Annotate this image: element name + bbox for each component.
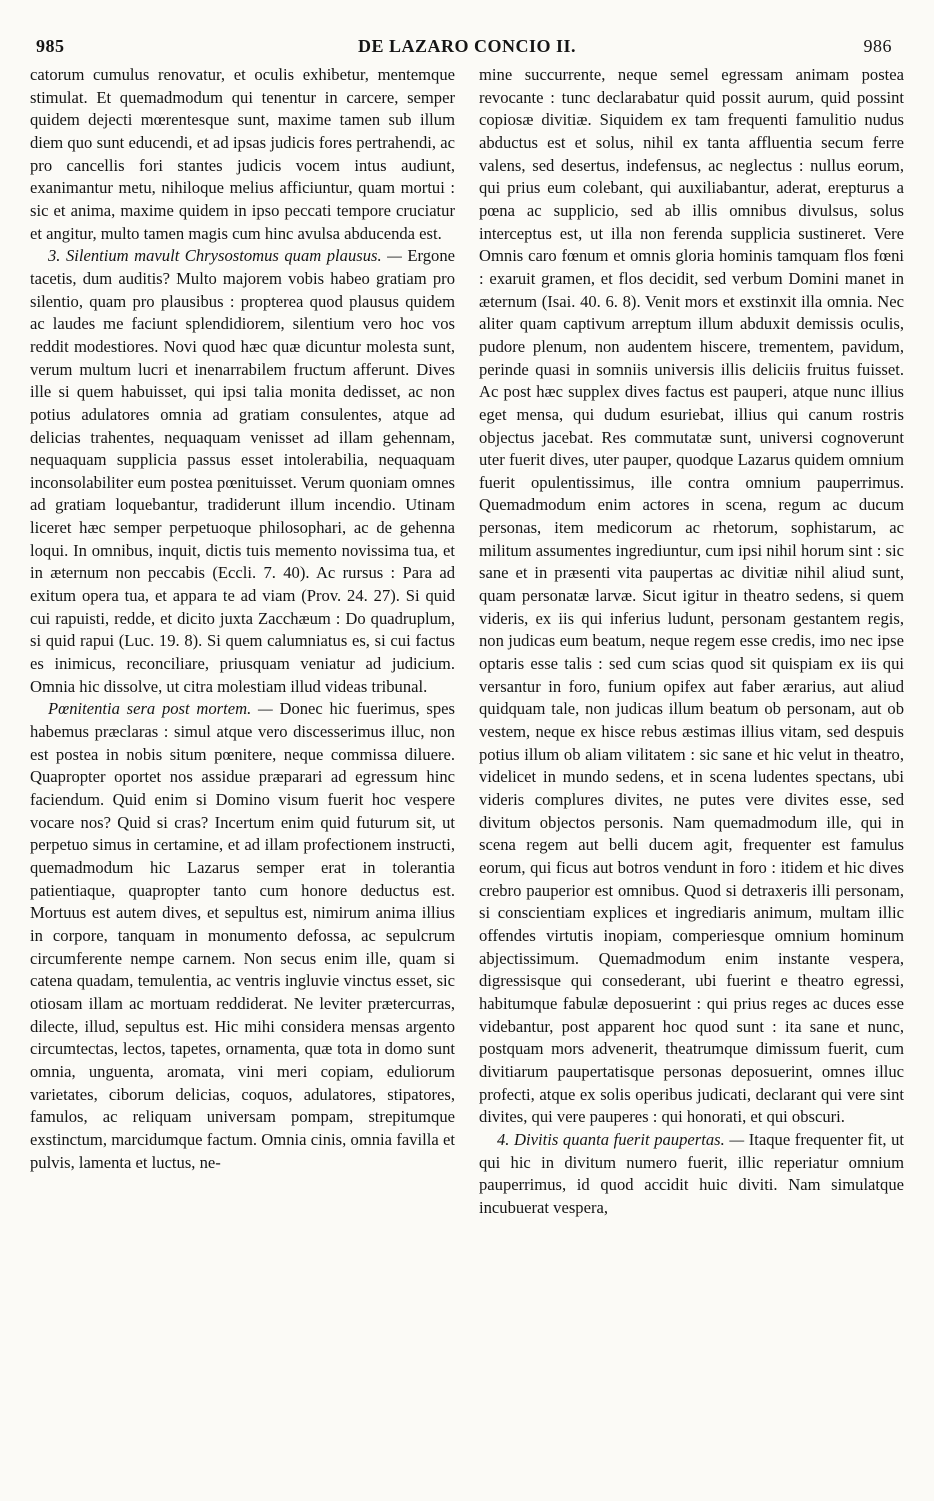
left-column	[30, 64, 455, 1219]
text-columns	[30, 64, 904, 1219]
page-number-left: 985	[36, 36, 65, 56]
paragraph	[30, 245, 455, 698]
paragraph-text: Itaque frequenter fit, ut qui hic in divitum numero fuerit, illic reperiatur omnium pauperrimus, id quod accidit huic diviti. Nam simulatque incubuerat vespera,	[479, 1129, 904, 1217]
running-title: DE LAZARO CONCIO II.	[357, 36, 577, 56]
right-column	[479, 64, 904, 1219]
page-number-right: 986	[863, 36, 892, 56]
paragraph	[30, 698, 455, 1174]
paragraph: mine succurrente, neque semel egressam animam postea revocante : tunc declarabatur quid possit aurum, quid possint copiosæ divitiæ. Siquidem ex tam frequenti famulitio nudus abductus est et solus, nihil ex tanta affluentia secum ferre valens, sed desertus, indefensus, ac neglectus : nullus eorum, qui prius eum colebant, qui auxiliabantur, aderat, erepturus a pœna ac supplicio, sed ab illis omnibus divulsus, solus interceptus est, ut illa non ferenda supplicia sustineret. Vere Omnis caro fœnum et omnis gloria hominis tamquam flos fœni : exaruit gramen, et flos decidit, sed verbum Domini manet in æternum (Isai. 40. 6. 8). Venit mors et exstinxit illa omnia. Nec aliter quam captivum arreptum illum abduxit demissis oculis, pudore plenum, non audentem hiscere, trementem, pavidum, perinde quasi in somniis universis illis deliciis fruitus fuisset. Ac post hæc supplex dives factus est pauperi, atque nunc illius eget mensa, qui dudum esuriebat, illius qui canum rostris objectus jacebat. Res commutatæ sunt, universi cognoverunt uter fuerit dives, uter pauper, quodque Lazarus quidem omnium fuerit opulentissimus, ille contra omnium pauperrimus. Quemadmodum enim actores in scena, regum ac ducum personas, item medicorum ac rhetorum, sophistarum, ac militum assumentes ingrediuntur, cum ipsi nihil horum sint : sic sane et in præsenti vita paupertas ac divitiæ nihil aliud sunt, quam personatæ larvæ. Sicut igitur in theatro sedens, si quem videris, ex iis qui inferius ludunt, personam gestantem regis, non judicas eum beatum, neque regem esse credis, imo nec ipse optaris esse talis : sed cum scias quod sit quispiam ex iis qui versantur in foro, funium opifex aut faber ærarius, aut aliud quidquam tale, non judicas illum beatum ob personam, aut ob vestem, neque ex hisce rebus æstimas illius vitam, sed despuis potius illum ob aliam vilitatem : sic sane et hic velut in theatro, videlicet in mundo sedens, et in scena ludentes spectans, ubi videris complures divites, ne putes vere divites esse, sed divitum objectos personis. Nam quemadmodum ille, qui in scena regem aut belli ducem agit, frequenter est famulus eorum, qui ficus aut botros vendunt in foro : itidem et hic dives crebro pauperior est omnibus. Quod si detraxeris illi personam, si conscientiam explices et ingrediaris animum, multam illic offendes virtutis inopiam, comperiesque omnium hominum abjectissimum. Quemadmodum enim instante vespera, digressisque qui consederant, ubi fuerint e theatro egressi, habitumque fabulæ deposuerint : qui prius reges ac duces esse videbantur, post apparent hoc quod sunt : ita sane et nunc, postquam mors advenerit, theatrumque dimissum fuerit, cum divitiarum paupertatisque personas deposuerint, omnes illuc profecti, atque ex solis operibus judicati, declarant qui vere sint divites, qui vere pauperes : qui honorati, et qui obscuri.	[479, 65, 904, 1127]
paragraph-text: Donec hic fuerimus, spes habemus præclaras : simul atque vero discesserimus illuc, non est postea in nobis situm pœnitere, neque commissa diluere. Quapropter oportet nos assidue præparari ad egressum hinc faciendum. Quid enim si Domino visum fuerit hoc vespere vocare nos? Quid si cras? Incertum enim quid futurum sit, ut perpetuo simus in certamine, et ad illam profectionem instructi, quemadmodum hic Lazarus semper erat in tolerantia patientiaque, quapropter tanto cum honore deductus est. Mortuus est autem dives, et sepultus est, nimirum anima illius in corpore, tanquam in monumento defossa, ac sepulcrum circumferente nempe carnem. Non secus enim ille, quam si catena quadam, temulentia, ac ventris ingluvie vinctus esset, sic otiosam illam ac mortuam reddiderat. Ne leviter prætercurras, dilecte, illud, sepultus est. Hic mihi considera mensas argento circumtectas, lectos, tapetes, ornamenta, quæ tota in domo sunt omnia, unguenta, aromata, vini meri copiam, eduliorum varietates, ciborum delicias, coquos, adulatores, stipatores, famulos, ac reliquam universam pompam, strepitumque exstinctum, marcidumque factum. Omnia cinis, omnia favilla et pulvis, lamenta et luctus, ne-	[30, 699, 455, 1172]
paragraph	[479, 1129, 904, 1220]
paragraph: catorum cumulus renovatur, et oculis exhibetur, mentemque stimulat. Et quemadmodum qui tenentur in carcere, semper quidem dejecti mœrentesque sunt, maxime tamen sub illum diem quo sunt educendi, et ad ipsas judicis fores pertrahendi, ac pro cancellis fori stantes judicis vocem intus audiunt, exanimantur metu, nihiloque melius afficiuntur, quam mortui : sic et anima, maxime quidem in ipso peccati tempore cruciatur et angitur, multo tamen magis cum hinc avulsa abducenda est.	[30, 65, 455, 243]
running-header	[30, 30, 904, 64]
section-heading: 4. Divitis quanta fuerit paupertas. —	[497, 1129, 745, 1149]
section-heading: Pœnitentia sera post mortem. —	[48, 699, 273, 719]
section-heading: 3. Silentium mavult Chrysostomus quam plausus. —	[48, 246, 402, 266]
paragraph-text: Ergone tacetis, dum auditis? Multo majorem vobis habeo gratiam pro silentio, quam pro plausibus : propterea quod plausus quidem ac laudes me faciunt splendidiorem, silentium vero hoc vos reddit modestiores. Novi quod hæc quæ dicuntur molesta sunt, verum multum lucri et inenarrabilem fructum afferunt. Dives ille si quem habuisset, qui ipsi talia monita dedisset, ac non potius adulatores omnia ad gratiam consulentes, atque ad delicias trahentes, nequaquam venisset ad illam gehennam, nequaquam supplicia passus esset intolerabilia, nequaquam inconsolabiliter eum postea pœnituisset. Verum quoniam omnes ad gratiam loquebantur, tradiderunt illum incendio. Utinam liceret hæc semper perpetuoque philosophari, ac de gehenna loqui. In omnibus, inquit, dictis tuis memento novissima tua, et in æternum non peccabis (Eccli. 7. 40). Ac rursus : Para ad exitum opera tua, et appara te ad viam (Prov. 24. 27). Si quid cui rapuisti, redde, et dicito juxta Zacchæum : Do quadruplum, si quid rapui (Luc. 19. 8). Si quem calumniatus es, si cui factus es inimicus, reconciliare, priusquam veniatur ad judicium. Omnia hic dissolve, ut citra molestiam illud videas tribunal.	[30, 246, 455, 696]
